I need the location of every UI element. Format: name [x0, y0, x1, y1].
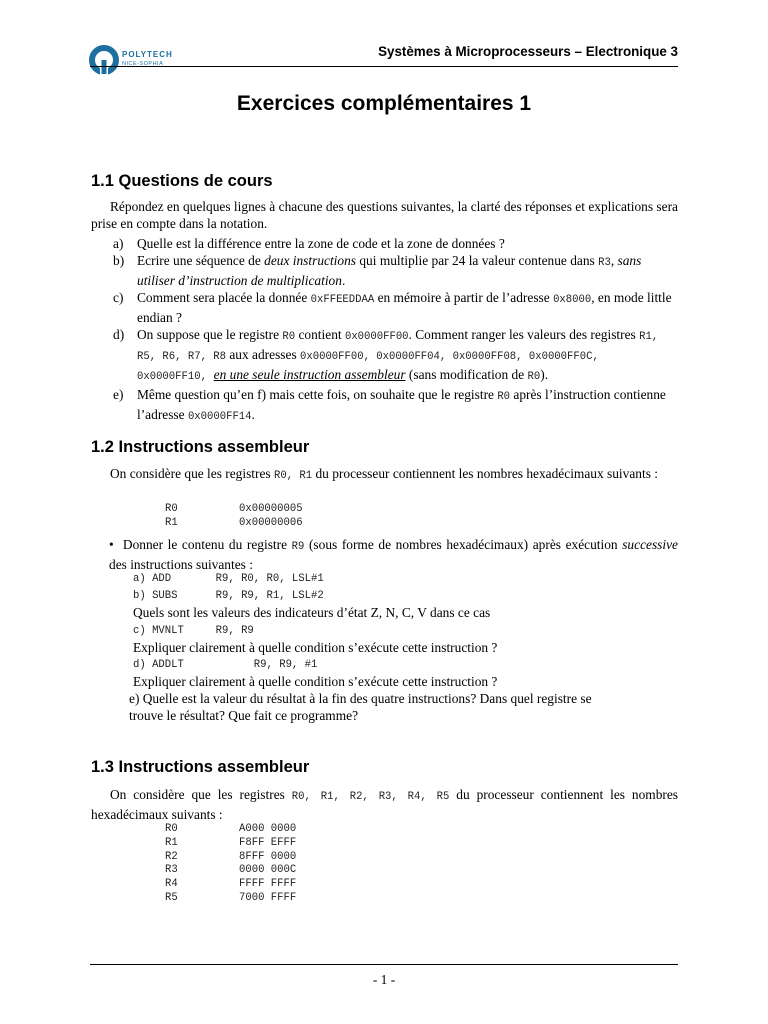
register-name: R5: [165, 891, 178, 904]
question-text: Même question qu’en f) mais cette fois, on souhaite que le registre: [137, 387, 498, 402]
question-text: Quelle est la différence entre la zone de code et la zone de données ?: [137, 236, 505, 251]
bullet-text: des instructions suivantes :: [109, 557, 253, 572]
question-e: [113, 386, 678, 426]
section-heading-1-1: 1.1 Questions de cours: [91, 172, 273, 190]
register-value: 7000 FFFF: [239, 891, 297, 904]
question-b-flags: Quels sont les valeurs des indicateurs d’état Z, N, C, V dans ce cas: [133, 605, 491, 620]
register-value: 0x00000006: [239, 516, 303, 529]
page-title: Exercices complémentaires 1: [236, 92, 532, 115]
question-c-condition: Expliquer clairement à quelle condition s’exécute cette instruction ?: [133, 640, 498, 655]
register-value: A000 0000: [239, 823, 297, 835]
question-text: ).: [540, 367, 549, 382]
question-list: [113, 235, 678, 426]
instruction-c: c) MVNLT R9, R9: [133, 625, 254, 637]
register-value: FFFF FFFF: [239, 878, 297, 891]
intro-text: du processeur contiennent les nombres hexadécimaux suivants :: [312, 466, 658, 481]
question-text: en mémoire à partir de l’adresse: [374, 290, 554, 305]
bullet-icon: •: [109, 537, 114, 552]
question-label: e): [113, 387, 124, 402]
emphasis-text: successive: [622, 537, 678, 552]
question-text: Comment sera placée la donnée: [137, 290, 311, 305]
question-text: On suppose que le registre: [137, 327, 283, 342]
question-text: .: [251, 407, 255, 422]
question-a: [113, 235, 678, 252]
header-divider: [90, 66, 678, 67]
hex-value: 0x0000FF00: [344, 331, 409, 343]
bullet-paragraph: [109, 536, 678, 573]
course-title: Systèmes à Microprocesseurs – Electronique 3: [378, 44, 678, 59]
register-name: R1: [165, 516, 178, 529]
hex-address: 0x8000: [553, 294, 592, 306]
question-text: Ecrire une séquence de: [137, 253, 265, 268]
hex-address: 0x0000FF14: [187, 411, 252, 423]
question-d-condition: Expliquer clairement à quelle condition s’exécute cette instruction ?: [133, 674, 498, 689]
question-text: aux adresses: [226, 347, 301, 362]
register-list: R0, R1, R2, R3, R4, R5: [291, 791, 450, 803]
register-value: 8FFF 0000: [239, 850, 297, 863]
register-ref: R0: [282, 331, 296, 343]
question-d: [113, 326, 678, 386]
instruction-a: a) ADD R9, R0, R0, LSL#1: [133, 573, 324, 585]
intro-text: On considère que les registres: [110, 787, 292, 802]
register-list: R1, R5, R6, R7, R8: [137, 331, 659, 363]
question-text: après l’instruction contienne l’adresse: [137, 387, 666, 422]
instruction-b: b) SUBS R9, R9, R1, LSL#2: [133, 590, 324, 602]
register-name: R2: [165, 850, 178, 863]
register-table-1-3: [165, 823, 296, 906]
question-label: a): [113, 236, 124, 251]
register-ref: R0: [497, 391, 511, 403]
hex-value: 0xFFEEDDAA: [310, 294, 375, 306]
section-1-1-intro: Répondez en quelques lignes à chacune des questions suivantes, la clarté des réponses et explications sera prise en compte dans la notation.: [91, 199, 678, 231]
question-text: qui multiplie par 24 la valeur contenue dans: [356, 253, 599, 268]
question-text: .: [341, 273, 346, 288]
question-e-line2: trouve le résultat? Que fait ce programme?: [129, 708, 359, 723]
question-text: (sans modification de: [405, 367, 528, 382]
register-name: R3: [165, 864, 178, 877]
register-list: R0, R1: [273, 470, 313, 482]
register-row: [165, 864, 296, 878]
register-ref: R3: [598, 257, 611, 269]
register-name: R0: [165, 823, 178, 835]
footer-divider: [90, 964, 678, 965]
register-value: F8FF EFFF: [239, 836, 297, 849]
bullet-text: Donner le contenu du registre: [122, 537, 292, 552]
intro-text: On considère que les registres: [110, 466, 274, 481]
logo-name: POLYTECH: [122, 50, 173, 59]
register-value: 0000 000C: [239, 864, 297, 877]
register-row: [165, 878, 296, 892]
emphasis-text: sans utiliser d’instruction de multiplication: [137, 253, 642, 288]
register-row: [165, 823, 296, 837]
bullet-text: (sous forme de nombres hexadécimaux) après exécution: [304, 537, 623, 552]
question-text: . Comment ranger les valeurs des registres: [408, 327, 640, 342]
question-label: c): [113, 290, 124, 305]
intro-text: du processeur contiennent les nombres hexadécimaux suivants :: [91, 787, 678, 822]
register-row: [165, 892, 296, 906]
section-1-2-intro: [91, 465, 678, 485]
polytech-logo: [88, 44, 198, 76]
address-list: 0x0000FF00, 0x0000FF04, 0x0000FF08, 0x0000FF0C, 0x0000FF10,: [137, 351, 599, 383]
question-label: b): [113, 253, 125, 268]
register-row: [165, 503, 303, 517]
question-text: ,: [610, 253, 618, 268]
section-heading-1-2: 1.2 Instructions assembleur: [91, 438, 310, 456]
logo-sub: NICE-SOPHIA: [122, 61, 164, 67]
question-e-line1: e) Quelle est la valeur du résultat à la fin des quatre instructions? Dans quel registre se: [129, 691, 592, 706]
section-heading-1-3: 1.3 Instructions assembleur: [91, 758, 310, 776]
register-name: R4: [165, 878, 178, 891]
register-row: [165, 837, 296, 851]
question-b: [113, 252, 678, 289]
emphasis-text: en une seule instruction assembleur: [213, 367, 406, 382]
emphasis-text: deux instructions: [264, 253, 357, 268]
register-row: [165, 851, 296, 865]
polytech-logo-icon: [88, 44, 120, 76]
register-name: R1: [165, 836, 178, 849]
register-ref: R9: [291, 541, 305, 553]
register-ref: R0: [527, 371, 541, 383]
register-name: R0: [165, 503, 178, 515]
page-number: - 1 -: [372, 972, 396, 987]
register-value: 0x00000005: [239, 503, 303, 515]
question-text: , en mode little endian ?: [137, 290, 672, 325]
question-c: [113, 289, 678, 326]
question-label: d): [113, 327, 125, 342]
section-1-3-intro: [91, 786, 678, 823]
register-table-1-2: [165, 503, 303, 531]
question-text: contient: [295, 327, 345, 342]
instruction-d: d) ADDLT R9, R9, #1: [133, 659, 318, 671]
register-row: [165, 517, 303, 531]
